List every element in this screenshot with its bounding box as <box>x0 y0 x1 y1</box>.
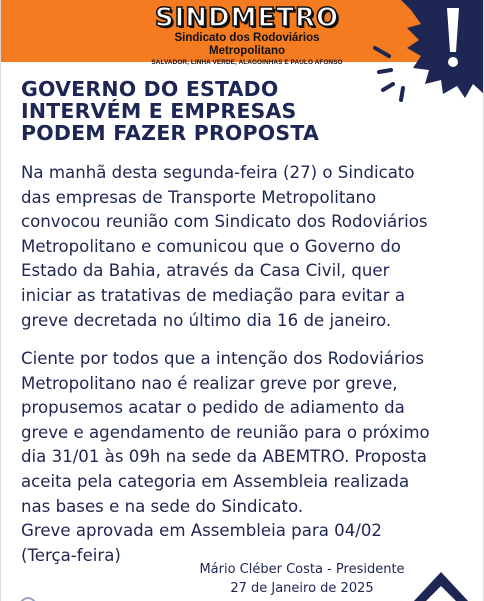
logo-title: SINDMETRO <box>154 3 340 33</box>
headline-line-1: GOVERNO DO ESTADO <box>21 77 279 101</box>
paragraph-1-line: das empresas de Transporte Metropolitano <box>21 187 377 207</box>
signature <box>187 560 417 598</box>
paragraph-1-line: Metropolitano e comunicou que o Governo do <box>21 236 401 256</box>
paragraph-2 <box>21 347 471 568</box>
logo-regions: SALVADOR, LINHA VERDE, ALAGOINHAS E PAULO AFONSO <box>151 59 343 66</box>
paragraph-1-line: Estado da Bahia, através da Casa Civil, quer <box>21 261 390 281</box>
paragraph-2-line: Metropolitano nao é realizar greve por greve, <box>21 373 398 393</box>
headline-line-3: PODEM FAZER PROPOSTA <box>21 121 320 145</box>
paragraph-1-line: iniciar as tratativas de mediação para evitar a <box>21 285 405 305</box>
paragraph-2-line: nas bases e na sede do Sindicato. <box>21 496 304 516</box>
paragraph-1-line: greve decretada no último dia 16 de janeiro. <box>21 310 392 330</box>
corner-triangle-icon <box>413 572 469 601</box>
headline-line-2: INTERVÉM E EMPRESAS <box>21 99 297 123</box>
paragraph-1-line: Na manhã desta segunda-feira (27) o Sindicato <box>21 163 415 182</box>
paragraph-2-line: (Terça-feira) <box>21 545 121 565</box>
sindmetro-logo <box>141 3 353 66</box>
paragraph-2-line: Greve aprovada em Assembleia para 04/02 <box>21 521 382 541</box>
signature-name: Mário Cléber Costa - Presidente <box>199 562 405 577</box>
partial-logo-icon <box>19 593 37 601</box>
paragraph-1-line: convocou reunião com Sindicato dos Rodoviários <box>21 212 428 232</box>
signature-date: 27 de Janeiro de 2025 <box>230 581 374 596</box>
paragraph-2-line: dia 31/01 às 09h na sede da ABEMTRO. Proposta <box>21 447 427 467</box>
headline <box>21 78 381 144</box>
paragraph-2-line: aceita pela categoria em Assembleia realizada <box>21 471 410 491</box>
paragraph-1 <box>21 161 471 333</box>
paragraph-2-line: greve e agendamento de reunião para o próximo <box>21 422 430 442</box>
paragraph-2-line: Ciente por todos que a intenção dos Rodoviários <box>21 349 425 368</box>
logo-subtitle: Sindicato dos Rodoviários Metropolitano <box>174 32 320 57</box>
paragraph-2-line: propusemos acatar o pedido de adiamento da <box>21 398 405 418</box>
